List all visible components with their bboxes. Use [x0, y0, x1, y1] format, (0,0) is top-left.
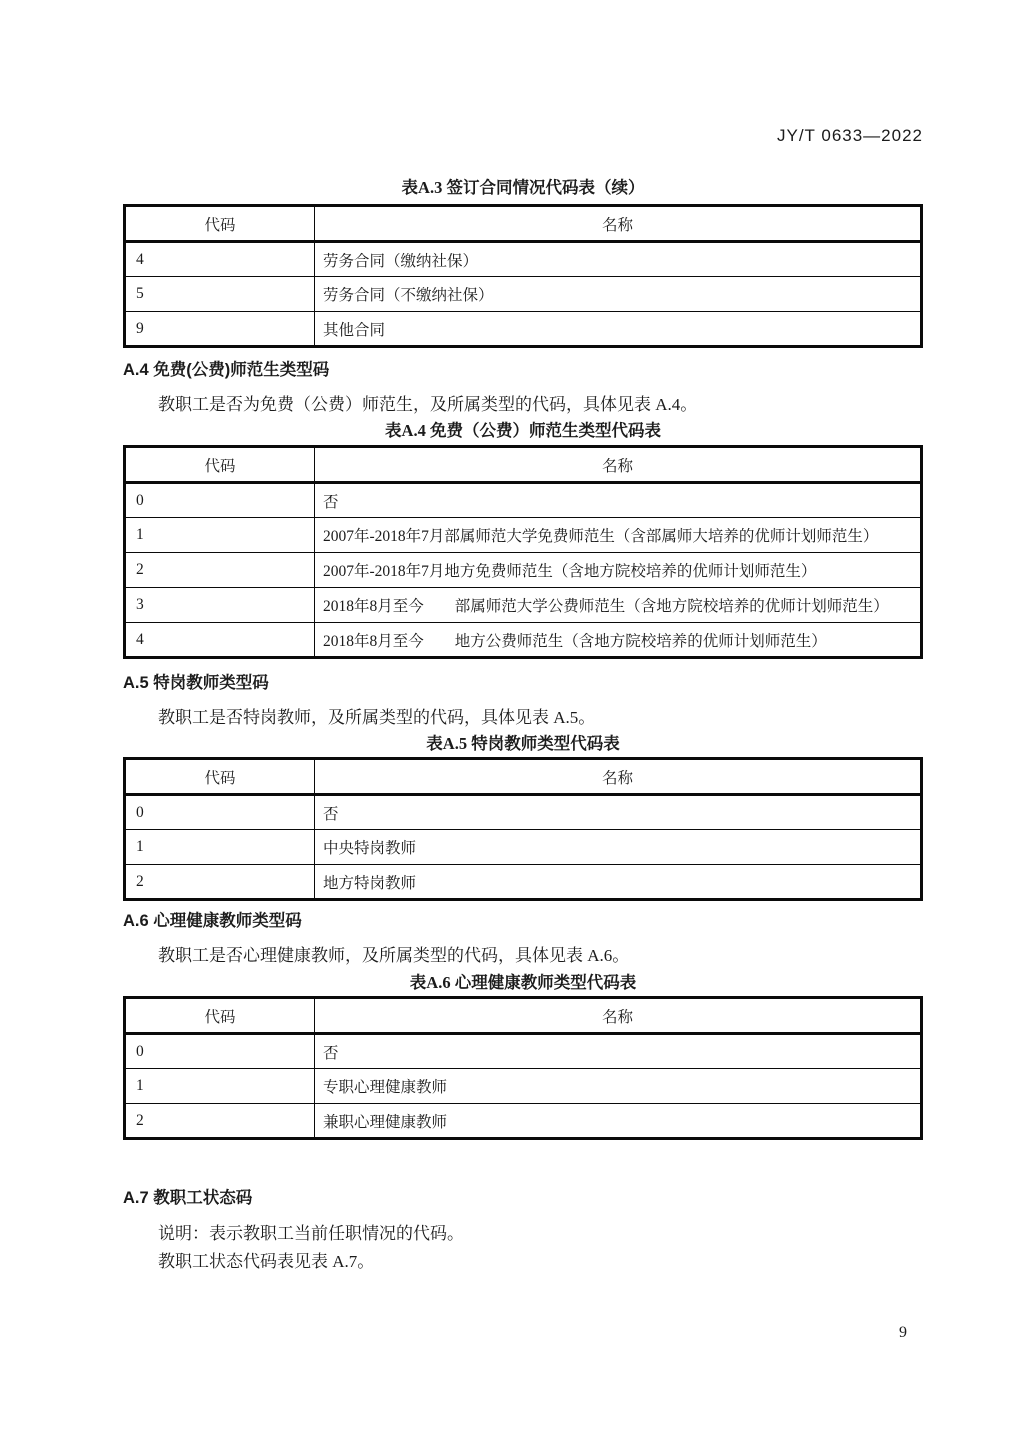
code-cell: 2 — [125, 1104, 315, 1139]
name-cell: 劳务合同（不缴纳社保） — [315, 277, 922, 312]
section-a5-paragraph: 教职工是否特岗教师，及所属类型的代码，具体见表 A.5。 — [158, 708, 596, 727]
name-cell: 否 — [323, 493, 339, 511]
table-a5-title: 表A.5 特岗教师类型代码表 — [426, 734, 620, 753]
name-cell: 专职心理健康教师 — [315, 1069, 922, 1104]
table-a5 — [123, 757, 923, 901]
section-a6-heading: A.6 心理健康教师类型码 — [123, 912, 302, 930]
column-header-name: 名称 — [315, 759, 922, 795]
name-cell: 2018年8月至今 部属师范大学公费师范生（含地方院校培养的优师计划师范生） — [315, 588, 922, 623]
name-cell: 地方特岗教师 — [315, 865, 922, 900]
section-a4-paragraph: 教职工是否为免费（公费）师范生，及所属类型的代码，具体见表 A.4。 — [158, 395, 698, 414]
code-cell: 1 — [125, 518, 315, 553]
column-header-code: 代码 — [125, 998, 315, 1034]
table-row — [125, 483, 922, 518]
code-cell: 5 — [125, 277, 315, 312]
code-cell: 0 — [125, 795, 315, 830]
table-row — [125, 623, 922, 658]
name-cell: 其他合同 — [315, 312, 922, 347]
doc-number: JY/T 0633—2022 — [777, 126, 923, 145]
column-header-code: 代码 — [125, 759, 315, 795]
table-a6 — [123, 996, 923, 1140]
table-row — [125, 1104, 922, 1139]
code-cell: 1 — [125, 830, 315, 865]
name-cell: 中央特岗教师 — [315, 830, 922, 865]
table-a4 — [123, 445, 923, 659]
column-header-name: 名称 — [315, 206, 922, 242]
table-header-row — [125, 998, 922, 1034]
name-cell: 否 — [323, 1044, 339, 1062]
code-cell: 4 — [125, 623, 315, 658]
section-a7-line-1: 说明：表示教职工当前任职情况的代码。 — [158, 1224, 464, 1243]
name-cell: 劳务合同（缴纳社保） — [323, 252, 479, 270]
column-header-name: 名称 — [315, 447, 922, 483]
table-row — [125, 242, 922, 277]
table-header-row — [125, 206, 922, 242]
column-header-code: 代码 — [125, 447, 315, 483]
code-cell: 2 — [125, 553, 315, 588]
code-cell: 0 — [125, 483, 315, 518]
name-cell: 否 — [323, 805, 339, 823]
section-a6-paragraph: 教职工是否心理健康教师，及所属类型的代码，具体见表 A.6。 — [158, 946, 630, 965]
section-a7-heading: A.7 教职工状态码 — [123, 1189, 253, 1207]
code-cell: 9 — [125, 312, 315, 347]
name-cell: 2007年-2018年7月部属师范大学免费师范生（含部属师大培养的优师计划师范生） — [315, 518, 922, 553]
table-row — [125, 1069, 922, 1104]
column-header-code: 代码 — [125, 206, 315, 242]
name-cell: 2007年-2018年7月地方免费师范生（含地方院校培养的优师计划师范生） — [315, 553, 922, 588]
table-a6-title: 表A.6 心理健康教师类型代码表 — [409, 973, 637, 992]
table-row — [125, 312, 922, 347]
code-cell: 0 — [125, 1034, 315, 1069]
table-row — [125, 277, 922, 312]
code-cell: 1 — [125, 1069, 315, 1104]
table-row — [125, 588, 922, 623]
table-header-row — [125, 759, 922, 795]
page-number: 9 — [899, 1324, 907, 1341]
table-row — [125, 830, 922, 865]
section-a7-line-2: 教职工状态代码表见表 A.7。 — [158, 1252, 375, 1271]
code-cell: 4 — [125, 242, 315, 277]
table-a4-title: 表A.4 免费（公费）师范生类型代码表 — [385, 421, 661, 440]
section-a5-heading: A.5 特岗教师类型码 — [123, 674, 269, 692]
column-header-name: 名称 — [315, 998, 922, 1034]
section-a7-paragraph — [123, 1220, 923, 1276]
table-a3-title: 表A.3 签订合同情况代码表（续） — [401, 178, 645, 197]
table-row — [125, 865, 922, 900]
table-a3 — [123, 204, 923, 348]
table-header-row — [125, 447, 922, 483]
table-row — [125, 553, 922, 588]
section-a4-heading: A.4 免费(公费)师范生类型码 — [123, 361, 330, 379]
table-row — [125, 518, 922, 553]
page-content — [123, 0, 923, 1276]
name-cell: 2018年8月至今 地方公费师范生（含地方院校培养的优师计划师范生） — [315, 623, 922, 658]
table-row — [125, 1034, 922, 1069]
code-cell: 3 — [125, 588, 315, 623]
code-cell: 2 — [125, 865, 315, 900]
table-row — [125, 795, 922, 830]
name-cell: 兼职心理健康教师 — [315, 1104, 922, 1139]
